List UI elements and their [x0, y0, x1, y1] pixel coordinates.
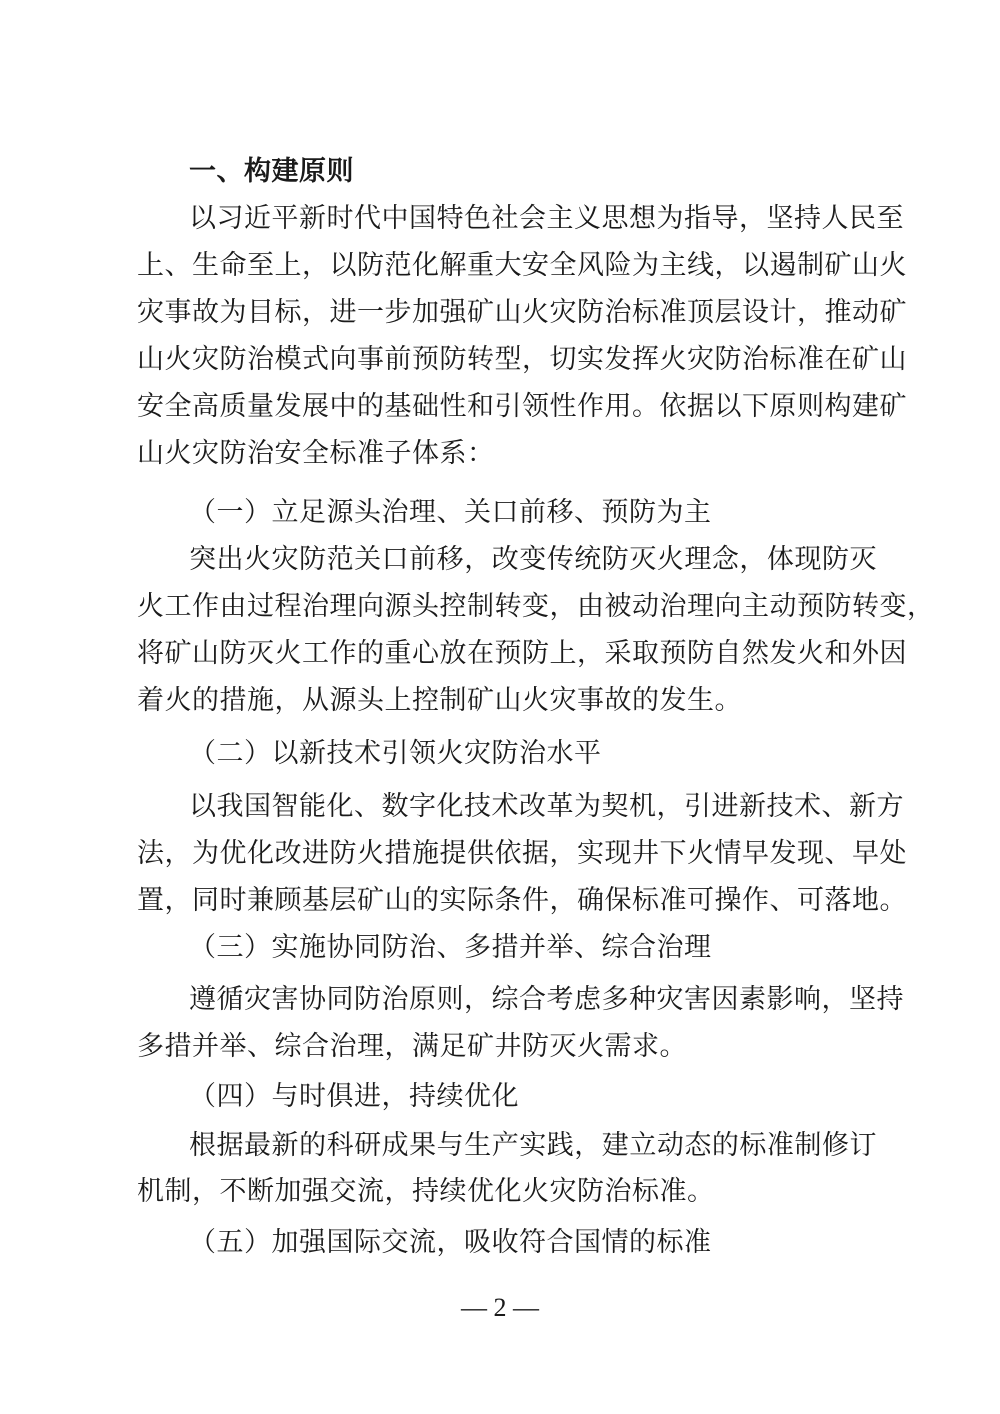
principle-title: （五）加强国际交流，吸收符合国情的标准: [189, 1227, 712, 1258]
principle-title: （一）立足源头治理、关口前移、预防为主: [189, 497, 712, 528]
principle-line: 将矿山防灭火工作的重心放在预防上，采取预防自然发火和外因: [137, 638, 907, 669]
principle-line: 以我国智能化、数字化技术改革为契机，引进新技术、新方: [189, 791, 904, 822]
principle-line: 遵循灾害协同防治原则，综合考虑多种灾害因素影响，坚持: [189, 984, 904, 1015]
principle-line: 法，为优化改进防火措施提供依据，实现井下火情早发现、早处: [137, 838, 907, 869]
intro-line: 灾事故为目标，进一步加强矿山火灾防治标准顶层设计，推动矿: [137, 297, 907, 328]
intro-line: 山火灾防治安全标准子体系：: [137, 438, 495, 469]
intro-line: 以习近平新时代中国特色社会主义思想为指导，坚持人民至: [189, 203, 904, 234]
principle-line: 着火的措施，从源头上控制矿山火灾事故的发生。: [137, 685, 742, 716]
intro-line: 山火灾防治模式向事前预防转型，切实发挥火灾防治标准在矿山: [137, 344, 907, 375]
principle-title: （四）与时俱进，持续优化: [189, 1081, 519, 1112]
principle-line: 机制，不断加强交流，持续优化火灾防治标准。: [137, 1176, 715, 1207]
intro-line: 上、生命至上，以防范化解重大安全风险为主线，以遏制矿山火: [137, 250, 907, 281]
intro-line: 安全高质量发展中的基础性和引领性作用。依据以下原则构建矿: [137, 391, 907, 422]
principle-title: （三）实施协同防治、多措并举、综合治理: [189, 932, 712, 963]
page-number: — 2 —: [461, 1293, 539, 1322]
principle-line: 火工作由过程治理向源头控制转变，由被动治理向主动预防转变，: [137, 591, 935, 622]
principle-title: （二）以新技术引领火灾防治水平: [189, 738, 602, 769]
section-heading: 一、构建原则: [189, 156, 354, 187]
principle-line: 突出火灾防范关口前移，改变传统防灭火理念，体现防灭: [189, 544, 877, 575]
principle-line: 多措并举、综合治理，满足矿井防灭火需求。: [137, 1031, 687, 1062]
principle-line: 置，同时兼顾基层矿山的实际条件，确保标准可操作、可落地。: [137, 885, 907, 916]
principle-line: 根据最新的科研成果与生产实践，建立动态的标准制修订: [189, 1130, 877, 1161]
